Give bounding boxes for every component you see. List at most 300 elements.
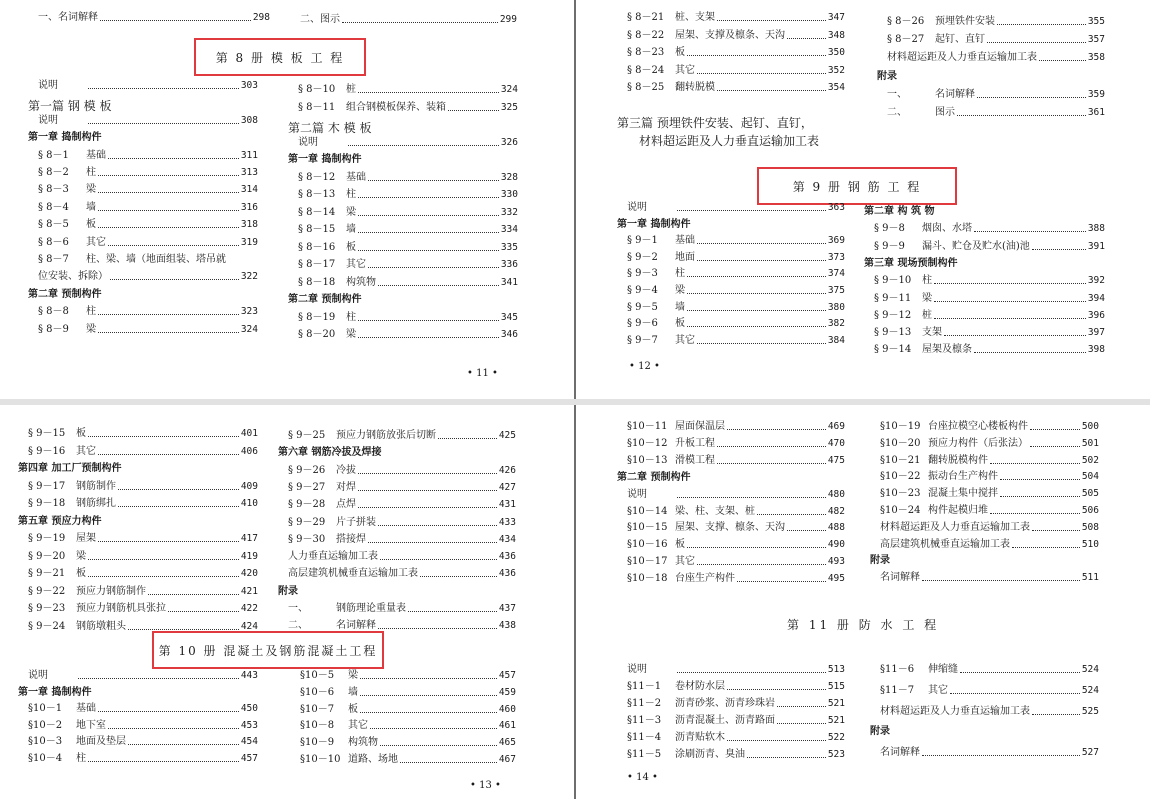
toc-label: 梁、柱、支架、桩 xyxy=(675,505,755,517)
leader-dots xyxy=(360,678,497,679)
toc-line xyxy=(627,438,845,450)
leader-dots xyxy=(717,20,826,21)
section-number: §10－5 xyxy=(300,670,335,681)
leader-dots xyxy=(88,88,239,89)
toc-line xyxy=(887,16,1105,28)
toc-page: 431 xyxy=(498,499,516,511)
toc-line xyxy=(38,202,258,214)
section-number: § 8－1 xyxy=(38,149,69,161)
leader-dots xyxy=(98,541,239,542)
leader-dots xyxy=(687,276,826,277)
toc-line xyxy=(298,259,518,271)
toc-page: 504 xyxy=(1081,471,1099,483)
toc-line xyxy=(627,421,845,433)
section-number: §11－4 xyxy=(627,731,662,743)
section-number: § 8－5 xyxy=(38,219,69,231)
toc-line xyxy=(28,603,258,615)
leader-dots xyxy=(98,227,239,228)
toc-page: 470 xyxy=(827,437,845,449)
toc-page: 348 xyxy=(827,29,845,41)
toc-label: 涂刷沥青、臭油 xyxy=(675,748,745,760)
section-number: § 8－4 xyxy=(38,201,69,213)
toc-line xyxy=(880,438,1099,450)
toc-line xyxy=(298,312,518,324)
leader-dots xyxy=(697,260,826,261)
section-number: §10－16 xyxy=(627,539,668,551)
section-number: § 8－7 xyxy=(38,254,69,265)
toc-line xyxy=(288,482,516,494)
section-number: §10－13 xyxy=(627,454,668,466)
section-number: § 9－16 xyxy=(28,445,66,457)
volume-11-title: 第 11 册 防 水 工 程 xyxy=(787,618,940,632)
toc-label: 梁 xyxy=(346,206,356,218)
toc-label: 板 xyxy=(76,568,86,579)
leader-dots xyxy=(697,243,826,244)
toc-label: 图示 xyxy=(935,107,955,118)
toc-label: 墙 xyxy=(675,301,685,313)
toc-label: 预应力钢筋放张后切断 xyxy=(336,430,436,441)
section-number: § 9－20 xyxy=(28,550,66,562)
toc-page: 525 xyxy=(1081,705,1099,717)
toc-line xyxy=(38,115,258,127)
toc-page: 325 xyxy=(500,101,518,113)
section-number: § 9－23 xyxy=(28,603,66,614)
toc-label: 片子拼装 xyxy=(336,516,376,528)
leader-dots xyxy=(934,283,1086,284)
toc-label: 构筑物 xyxy=(346,276,376,288)
toc-page: 436 xyxy=(498,568,516,580)
leader-dots xyxy=(342,22,498,23)
leader-dots xyxy=(944,335,1086,336)
leader-dots xyxy=(408,611,497,612)
toc-line xyxy=(28,753,258,765)
leader-dots xyxy=(100,20,251,21)
section-number: 说明 xyxy=(627,488,647,500)
toc-line xyxy=(298,172,518,184)
toc-page: 335 xyxy=(500,241,518,253)
section-number: § 9－15 xyxy=(28,428,66,439)
page-11 xyxy=(0,0,575,399)
part-3-title-line-2: 材料超运距及人力垂直运输加工表 xyxy=(639,134,820,148)
toc-line xyxy=(298,137,518,149)
toc-page: 409 xyxy=(240,480,258,492)
chapter-heading: 附录 xyxy=(877,70,897,82)
toc-label: 构筑物 xyxy=(348,737,378,749)
section-number: §10－1 xyxy=(28,703,63,714)
section-number: 一、 xyxy=(288,603,308,614)
toc-page: 384 xyxy=(827,334,845,346)
toc-page: 424 xyxy=(240,620,258,632)
leader-dots xyxy=(358,490,497,491)
leader-dots xyxy=(922,580,1080,581)
toc-page: 363 xyxy=(827,202,845,213)
toc-page: 475 xyxy=(827,454,845,466)
toc-page: 505 xyxy=(1081,488,1099,500)
page-13 xyxy=(0,400,575,799)
toc-page: 506 xyxy=(1081,505,1099,516)
leader-dots xyxy=(360,712,497,713)
section-number: 说明 xyxy=(38,114,58,126)
leader-dots xyxy=(677,672,826,673)
leader-dots xyxy=(98,454,239,455)
toc-line xyxy=(38,219,258,231)
section-number: § 8－14 xyxy=(298,206,336,218)
toc-line xyxy=(298,102,518,114)
toc-line xyxy=(627,732,845,744)
toc-label: 墙 xyxy=(348,686,358,698)
toc-page: 324 xyxy=(240,323,258,335)
toc-line xyxy=(28,670,258,682)
toc-label: 烟囱、水塔 xyxy=(922,223,972,235)
toc-label: 位安装、拆除） xyxy=(38,271,108,283)
toc-page: 482 xyxy=(827,505,845,517)
toc-page: 346 xyxy=(500,329,518,340)
toc-line xyxy=(627,489,845,501)
toc-page: 524 xyxy=(1081,684,1099,696)
toc-line xyxy=(300,704,516,716)
toc-label: 点焊 xyxy=(336,499,356,511)
leader-dots xyxy=(348,145,499,146)
toc-line xyxy=(880,522,1099,534)
leader-dots xyxy=(78,678,239,679)
toc-label: 组合钢模板保养、装箱 xyxy=(346,101,446,113)
toc-label: 柱 xyxy=(86,306,96,318)
toc-line xyxy=(627,715,845,727)
toc-line xyxy=(887,107,1105,119)
section-number: § 8－20 xyxy=(298,329,336,340)
toc-label: 名词解释 xyxy=(880,747,920,759)
section-number: §10－2 xyxy=(28,719,63,731)
toc-label: 板 xyxy=(348,703,358,715)
toc-line xyxy=(627,573,845,585)
toc-label: 屋架、支撑及檩条、天沟 xyxy=(675,29,785,41)
toc-label: 预应力构件（后张法） xyxy=(928,437,1028,449)
toc-page: 401 xyxy=(240,428,258,439)
toc-page: 369 xyxy=(827,235,845,247)
toc-page: 397 xyxy=(1087,327,1105,339)
toc-label: 基础 xyxy=(86,149,106,161)
toc-label: 沥青砂浆、沥青珍珠岩 xyxy=(675,697,775,709)
toc-label: 振动台生产构件 xyxy=(928,471,998,483)
toc-line xyxy=(627,82,845,94)
toc-page: 524 xyxy=(1081,664,1099,675)
leader-dots xyxy=(1012,547,1080,548)
section-number: § 8－27 xyxy=(887,34,925,46)
toc-label: 柱 xyxy=(346,189,356,200)
leader-dots xyxy=(88,761,239,762)
leader-dots xyxy=(448,110,499,111)
toc-page: 488 xyxy=(827,522,845,534)
toc-page: 469 xyxy=(827,421,845,432)
toc-line xyxy=(300,720,516,732)
section-number: § 9－11 xyxy=(874,292,912,304)
section-number: §10－7 xyxy=(300,703,335,715)
section-number: § 8－19 xyxy=(298,311,336,323)
toc-line xyxy=(28,703,258,715)
chapter-heading: 第一章 捣制构件 xyxy=(28,132,102,144)
toc-line xyxy=(298,84,518,96)
toc-line xyxy=(288,603,516,615)
section-number: § 9－26 xyxy=(288,464,326,476)
leader-dots xyxy=(687,547,826,548)
leader-dots xyxy=(128,629,239,630)
toc-page: 361 xyxy=(1087,107,1105,118)
leader-dots xyxy=(108,728,239,729)
toc-label: 地面及垫层 xyxy=(76,736,126,747)
toc-line xyxy=(880,455,1099,467)
chapter-heading: 附录 xyxy=(870,726,890,738)
toc-line xyxy=(627,539,845,551)
leader-dots xyxy=(380,745,497,746)
section-number: § 9－9 xyxy=(874,240,905,252)
toc-line xyxy=(627,698,845,710)
toc-line-top-right xyxy=(300,14,517,26)
toc-label: 其它 xyxy=(675,334,695,346)
toc-label: 柱 xyxy=(86,167,96,178)
toc-label: 基础 xyxy=(675,235,695,247)
leader-dots xyxy=(1030,429,1080,430)
toc-page: 322 xyxy=(240,271,258,283)
leader-dots xyxy=(378,628,497,629)
section-number: § 8－23 xyxy=(627,47,665,59)
toc-label: 梁 xyxy=(675,285,685,296)
toc-label: 板 xyxy=(675,47,685,59)
toc-label: 柱 xyxy=(675,268,685,280)
toc-page: 425 xyxy=(498,430,516,441)
leader-dots xyxy=(370,728,497,729)
toc-line xyxy=(28,533,258,545)
page-number: • 14 • xyxy=(627,772,658,783)
toc-line xyxy=(288,534,516,546)
toc-line xyxy=(28,481,258,493)
section-number: §10－14 xyxy=(627,505,668,517)
section-number: §10－12 xyxy=(627,437,668,449)
section-number: § 9－12 xyxy=(874,309,912,321)
toc-line xyxy=(288,551,516,563)
toc-page: 359 xyxy=(1087,88,1105,100)
toc-line xyxy=(627,556,845,568)
toc-line xyxy=(28,720,258,732)
leader-dots xyxy=(358,232,499,233)
toc-line xyxy=(880,664,1099,676)
toc-label: 材料超运距及人力垂直运输加工表 xyxy=(880,521,1030,533)
toc-line xyxy=(288,620,516,632)
chapter-heading: 第一章 捣制构件 xyxy=(617,218,691,230)
toc-page: 374 xyxy=(827,268,845,280)
toc-line xyxy=(880,539,1099,551)
toc-label: 梁 xyxy=(86,323,96,335)
toc-label: 名词解释 xyxy=(935,88,975,100)
toc-page: 457 xyxy=(240,752,258,764)
toc-page: 467 xyxy=(498,754,516,765)
leader-dots xyxy=(757,514,826,515)
toc-line xyxy=(38,80,258,92)
section-number: §10－15 xyxy=(627,522,668,534)
section-number: § 8－26 xyxy=(887,16,925,27)
toc-label: 道路、场地 xyxy=(348,754,398,765)
toc-page: 373 xyxy=(827,251,845,263)
leader-dots xyxy=(358,197,499,198)
section-number: § 9－28 xyxy=(288,499,326,511)
section-number: § 9－13 xyxy=(874,327,912,339)
section-number: § 8－3 xyxy=(38,184,69,196)
toc-page: 334 xyxy=(500,224,518,235)
leader-dots xyxy=(787,38,826,39)
leader-dots xyxy=(88,576,239,577)
section-number: § 8－17 xyxy=(298,259,336,270)
toc-page: 426 xyxy=(498,464,516,476)
toc-line xyxy=(627,522,845,534)
toc-page: 515 xyxy=(827,680,845,692)
toc-line xyxy=(627,455,845,467)
toc-label: 梁 xyxy=(346,329,356,340)
toc-line xyxy=(28,446,258,458)
leader-dots xyxy=(1000,479,1080,480)
toc-label: 钢筋制作 xyxy=(76,480,116,492)
leader-dots xyxy=(687,55,826,56)
section-number: § 8－21 xyxy=(627,12,665,23)
section-number: §10－11 xyxy=(627,421,668,432)
leader-dots xyxy=(777,706,826,707)
chapter-heading: 第二章 构 筑 物 xyxy=(864,206,935,217)
toc-label: 桩 xyxy=(346,84,356,95)
toc-page: 375 xyxy=(827,285,845,296)
section-number: § 9－5 xyxy=(627,301,658,313)
toc-label: 材料超运距及人力垂直运输加工表 xyxy=(887,52,1037,64)
toc-page: 461 xyxy=(498,720,516,732)
toc-line xyxy=(627,12,845,24)
section-number: § 9－27 xyxy=(288,481,326,493)
toc-page: 316 xyxy=(240,201,258,213)
toc-page: 354 xyxy=(827,82,845,94)
toc-line xyxy=(300,687,516,699)
section-number: §10－9 xyxy=(300,737,335,749)
section-number: § 9－6 xyxy=(627,318,658,330)
leader-dots xyxy=(88,436,239,437)
leader-dots xyxy=(960,672,1080,673)
toc-label: 桩、支架 xyxy=(675,12,715,23)
section-number: §10－17 xyxy=(627,556,668,568)
toc-label: 预埋铁件安装 xyxy=(935,16,995,27)
toc-page: 392 xyxy=(1087,275,1105,287)
leader-dots xyxy=(697,564,826,565)
toc-page: 347 xyxy=(827,12,845,23)
toc-label: 屋架及檩条 xyxy=(922,344,972,356)
toc-page: 502 xyxy=(1081,454,1099,466)
toc-page: 314 xyxy=(240,184,258,196)
toc-line xyxy=(38,150,258,162)
section-number: § 9－17 xyxy=(28,480,66,492)
leader-dots xyxy=(368,180,499,181)
leader-dots xyxy=(727,740,826,741)
toc-line xyxy=(38,254,258,266)
toc-page: 419 xyxy=(240,550,258,562)
section-number: §11－7 xyxy=(880,684,915,696)
leader-dots xyxy=(108,245,239,246)
section-number: § 8－13 xyxy=(298,189,336,200)
section-number: § 9－21 xyxy=(28,568,66,579)
chapter-heading: 第三章 现场预制构件 xyxy=(864,257,958,269)
toc-page: 352 xyxy=(827,64,845,76)
toc-label: 梁 xyxy=(76,550,86,562)
toc-page: 454 xyxy=(240,736,258,747)
section-number: § 9－10 xyxy=(874,275,912,287)
toc-page: 421 xyxy=(240,585,258,597)
section-number: §10－18 xyxy=(627,573,668,585)
toc-page: 330 xyxy=(500,189,518,200)
toc-label: 台座生产构件 xyxy=(675,573,735,585)
toc-page: 527 xyxy=(1081,747,1099,759)
section-number: §10－10 xyxy=(300,754,341,765)
toc-line xyxy=(627,30,845,42)
leader-dots xyxy=(1032,714,1080,715)
toc-label: 支架 xyxy=(922,327,942,339)
toc-page: 501 xyxy=(1081,437,1099,449)
leader-dots xyxy=(380,559,497,560)
section-number: § 9－1 xyxy=(627,235,658,247)
leader-dots xyxy=(727,689,826,690)
toc-page: 311 xyxy=(240,149,258,161)
chapter-heading: 第四章 加工厂预制构件 xyxy=(18,463,122,474)
toc-line xyxy=(887,34,1105,46)
leader-dots xyxy=(118,506,239,507)
toc-line xyxy=(627,318,845,330)
toc-line xyxy=(28,586,258,598)
toc-page: 318 xyxy=(240,219,258,231)
section-number: § 8－25 xyxy=(627,82,665,94)
toc-page: 299 xyxy=(499,14,517,25)
toc-line xyxy=(874,241,1105,253)
toc-label: 预应力钢筋机具张拉 xyxy=(76,603,166,614)
leader-dots xyxy=(358,337,499,338)
toc-label: 其它 xyxy=(675,556,695,568)
section-number: 二、 xyxy=(288,620,308,632)
toc-line xyxy=(298,329,518,341)
chapter-heading: 第二章 预制构件 xyxy=(28,288,102,300)
section-number: §10－23 xyxy=(880,488,921,500)
toc-line xyxy=(298,277,518,289)
toc-page: 450 xyxy=(240,703,258,714)
section-number: § 8－16 xyxy=(298,241,336,253)
toc-label: 柱 xyxy=(922,275,932,287)
toc-page: 355 xyxy=(1087,16,1105,27)
leader-dots xyxy=(677,497,826,498)
toc-line xyxy=(298,224,518,236)
leader-dots xyxy=(677,210,826,211)
toc-page: 319 xyxy=(240,236,258,248)
section-number: 说明 xyxy=(627,664,647,675)
section-number: § 8－10 xyxy=(298,84,336,95)
leader-dots xyxy=(358,473,497,474)
toc-line xyxy=(627,252,845,264)
section-number: § 9－22 xyxy=(28,585,66,597)
toc-line xyxy=(28,498,258,510)
toc-page: 436 xyxy=(498,551,516,563)
page-number: • 11 • xyxy=(467,368,498,379)
toc-line xyxy=(880,488,1099,500)
toc-line xyxy=(38,271,258,283)
toc-label: 一、名词解释 xyxy=(38,12,98,23)
section-number: § 8－22 xyxy=(627,29,665,41)
toc-page: 438 xyxy=(498,620,516,632)
leader-dots xyxy=(747,757,826,758)
leader-dots xyxy=(727,429,826,430)
leader-dots xyxy=(378,525,497,526)
toc-line xyxy=(28,621,258,633)
toc-label: 梁 xyxy=(348,670,358,681)
toc-page: 357 xyxy=(1087,34,1105,46)
toc-label: 屋架、支撑、檩条、天沟 xyxy=(675,522,785,534)
